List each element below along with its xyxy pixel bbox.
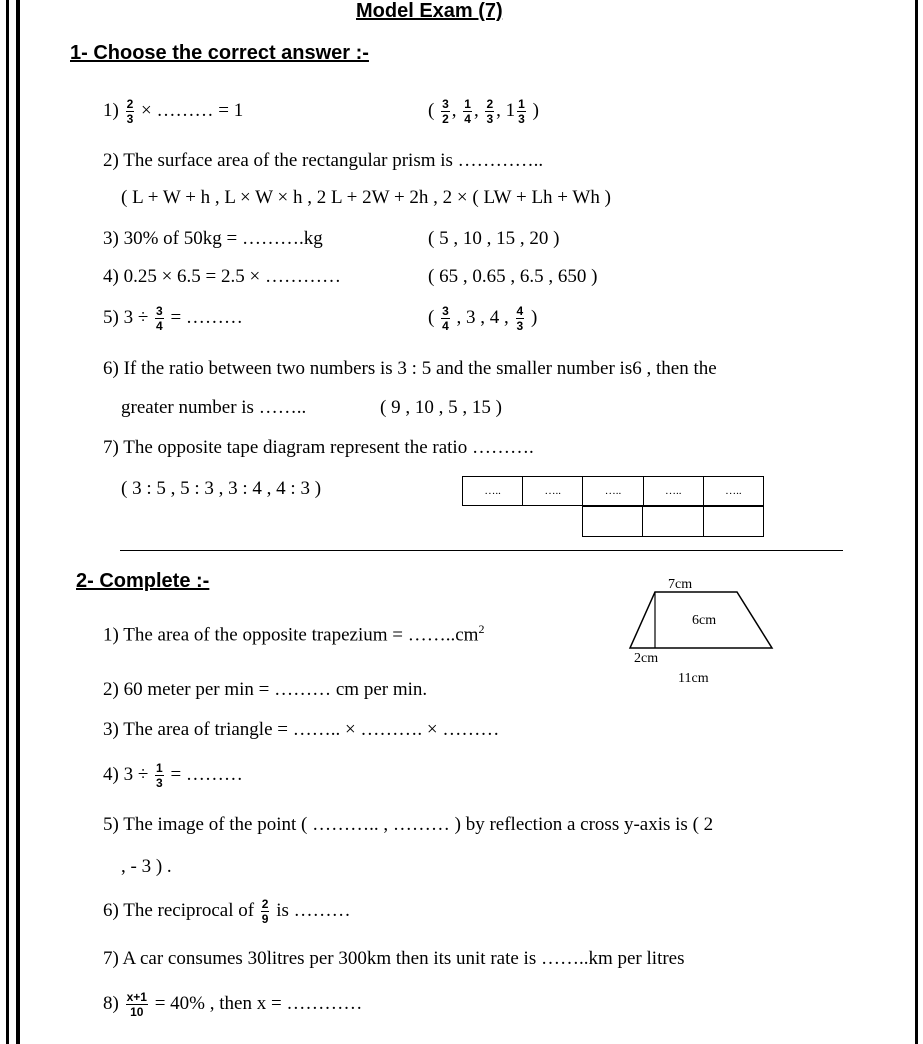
right-page-border (915, 0, 923, 1044)
trap-height-label: 6cm (692, 613, 717, 628)
tape-diagram-bottom (582, 506, 764, 537)
question-2-1: 1) The area of the opposite trapezium = $\dots\dots..cm^2$ (103, 622, 485, 646)
trap-left-label: 2cm (634, 651, 659, 666)
question-1-7: 7) The opposite tape diagram represent the ratio ………. (103, 437, 534, 458)
question-1-5: 5) 3 ÷ $\frac{3}{4}$ = ……… (103, 304, 243, 333)
question-1-3: 3) 30% of 50kg = ……….kg (103, 228, 323, 249)
tape-diagram-top (462, 476, 764, 506)
question-2-7: 7) A car consumes 30litres per 300km then its unit rate is ……..km per litres (103, 948, 685, 969)
question-2-2: 2) 60 meter per min = ……… cm per min. (103, 679, 428, 700)
question-1-5-choices: ( $\frac{3}{4}$ , 3 , 4 , $\frac{4}{3}$ ) (428, 304, 538, 333)
tape-cell: ….. (725, 485, 742, 497)
trap-top-label: 7cm (668, 577, 693, 592)
section-divider (120, 550, 843, 551)
question-1-7-choices: ( 3 : 5 , 5 : 3 , 3 : 4 , 4 : 3 ) (121, 478, 322, 499)
question-2-5-line2: , - 3 ) . (121, 856, 172, 877)
question-1-2: 2) The surface area of the rectangular prism is ………….. (103, 150, 544, 171)
question-1-4: 4) 0.25 × 6.5 = 2.5 × ………… (103, 266, 341, 287)
q-text: × ……… = 1 (141, 99, 244, 121)
tape-cell (643, 507, 703, 536)
tape-cell: ….. (644, 477, 704, 505)
tape-cell: ….. (523, 477, 583, 505)
q-number: 1) (103, 99, 119, 121)
left-page-border (0, 0, 20, 1044)
section1-heading: 1- Choose the correct answer :- (70, 42, 369, 64)
tape-cell (583, 507, 643, 536)
question-1-6-choices: ( 9 , 10 , 5 , 15 ) (380, 397, 502, 418)
question-2-5-line1: 5) The image of the point ( ……….. , ……… ) by reflection a cross y-axis is ( 2 (103, 814, 714, 835)
question-1-3-choices: ( 5 , 10 , 15 , 20 ) (428, 228, 560, 249)
question-1-1 (103, 98, 243, 125)
question-1-4-choices: ( 65 , 0.65 , 6.5 , 650 ) (428, 266, 598, 287)
trap-bottom-label: 11cm (678, 671, 709, 686)
question-1-1-choices: ( $\frac{3}{2}$ , $\frac{1}{4}$ , $\frac{2}{3}$ , 1 $\frac{1}{3}$ ) (428, 97, 539, 126)
question-2-8: 8) $\frac{x+1}{10}$ = 40% , then x = ………… (103, 990, 363, 1019)
tape-cell: ….. (583, 477, 643, 505)
section2-heading: 2- Complete :- (76, 570, 210, 592)
question-2-6: 6) The reciprocal of $\frac{2}{9}$ is ……… (103, 897, 351, 926)
question-1-6-line1: 6) If the ratio between two numbers is 3 : 5 and the smaller number is6 , then the (103, 358, 717, 379)
question-2-4: 4) 3 ÷ $\frac{1}{3}$ = ……… (103, 761, 243, 790)
fraction: $\frac{2}{3}$ (126, 97, 134, 126)
trapezium-figure (620, 572, 780, 692)
question-1-6-line2: greater number is …….. (121, 397, 307, 418)
page-title: Model Exam (7) (356, 0, 503, 22)
tape-cell: ….. (463, 477, 523, 505)
question-2-3: 3) The area of triangle = …….. × ………. × ……… (103, 719, 500, 740)
tape-cell (704, 507, 763, 536)
question-1-2-choices: ( L + W + h , L × W × h , 2 L + 2W + 2h , 2 × ( LW + Lh + Wh ) (121, 187, 611, 208)
